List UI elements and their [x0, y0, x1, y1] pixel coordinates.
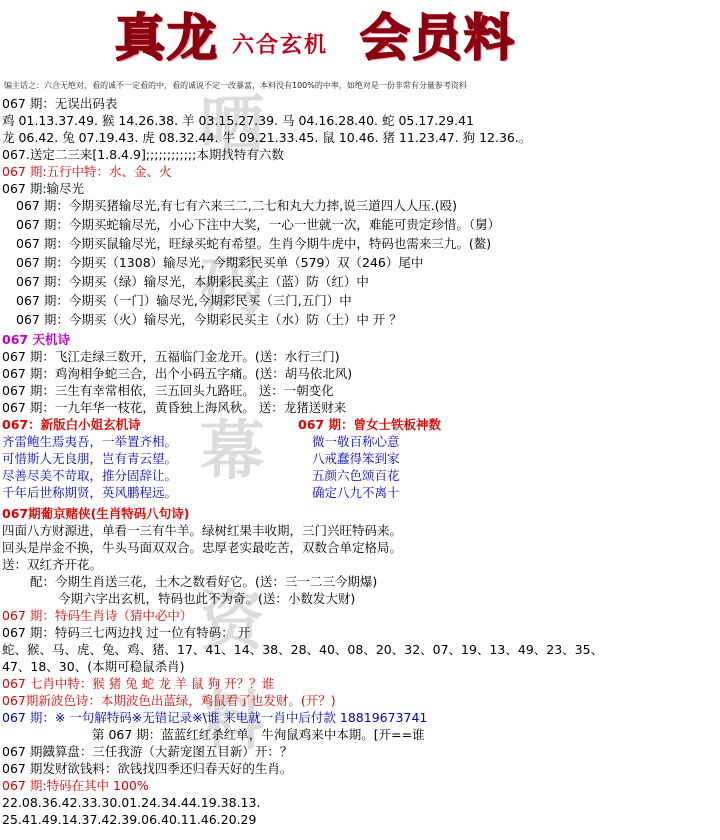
banner-title-middle: 六合玄机 — [232, 32, 329, 58]
line-zeng-2: 八戒蠢得笨到家 — [312, 451, 400, 466]
watermark-char: 幕 — [200, 414, 264, 489]
line-special-within-2: 25.41.49.14.37.42.39.06.40.11.46.20.29 — [2, 812, 257, 827]
line-issue-colors: 第 067 期：蓝蓝红红杀红单，牛洵鼠鸡来中本期。[开==谁 — [92, 727, 425, 742]
banner-title-right: 会员料 — [360, 8, 516, 67]
line-one-sentence: 067 期：※ 一句解特码※无错记录※\谁 来电就一肖中后付款 18819673741 — [2, 710, 428, 725]
line-lose-all-heading: 067 期:输尽光 — [2, 181, 85, 196]
line-special-within-1: 22.08.36.42.33.30.01.24.34.44.19.38.13. — [2, 795, 261, 810]
line-wave-color-poem: 067期新波色诗：本期波色出蓝绿，鸡鼠看了也发财。(开？) — [2, 693, 336, 708]
line-zeng-3: 五颜六色颂百花 — [312, 468, 400, 483]
line-zodiac-numbers-1: 鸡 01.13.37.49. 猴 14.26.38. 羊 03.15.27.39. 马 04.16.28.40. 蛇 05.17.29.41 — [2, 113, 474, 128]
line-xiaojie-poem-4: 千年后世称期贤，英风鹏程远。 — [2, 485, 178, 500]
line-seven-zodiac: 067 七肖中特：猴 猪 兔 蛇 龙 羊 鼠 狗 开？？谁 — [2, 676, 275, 691]
line-zeng-1: 微一敬百称心意 — [312, 434, 400, 449]
line-pairing-2: 今期六字出玄机，特码也此不为奇。(送：小数发大财) — [58, 591, 356, 606]
watermark-char: 料 — [200, 684, 264, 759]
line-send-numbers: 067.送定二三来[1.8.4.9];;;;;;;;;;;;本期找特有六数 — [2, 147, 284, 162]
line-numbers-1: 蛇、猴、马、虎、兔、鸡、猪、17、41、14、38、28、40、08、20、32、07、19、13、49、23、35、 — [2, 642, 604, 657]
line-heaven-poem-3: 067 期：三生有幸常相依，三五回头九路旺。 送：一朝变化 — [2, 383, 334, 398]
line-lose-all-6: 067 期：今期买（一门）输尽光,今期彩民买（三门,五门）中 — [16, 293, 352, 308]
line-xiaojie-poem-heading: 067：新版白小姐玄机诗 — [2, 417, 141, 432]
line-lose-all-3: 067 期：今期买鼠输尽光，旺绿买蛇有希望。生肖今期牛虎中，特码也需来三九。(鳌) — [16, 236, 492, 251]
watermark-char: 晒 — [200, 89, 264, 164]
line-zodiac-numbers-2: 龙 06.42. 兔 07.19.43. 虎 08.32.44. 牛 09.21.33.45. 鼠 10.46. 猪 11.23.47. 狗 12.36.。 — [2, 130, 532, 145]
line-lose-all-2: 067 期：今期买蛇输尽光，小心下注中大奖，一心一世就一次，难能可贵定珍惜。（舅） — [16, 217, 501, 232]
line-gambler-send: 送：双红齐开花。 — [2, 557, 103, 572]
line-iron-abacus: 067 期鐡算盘：三任我游（大薪宠图五目新）开：？ — [2, 744, 293, 759]
line-zeng-4: 确定八九不离十 — [312, 485, 400, 500]
line-fortune: 067 期发财欲钱料：欲钱找四季还归春天好的生肖。 — [2, 761, 293, 776]
disclaimer: 编主话之：六合无绝对，看的诚不一定看的中，看的诚说不定一改暴富，本料没有100%的中率，如绝对是一份非常有分量参考资料 — [4, 81, 467, 90]
line-five-elements: 067 期:五行中特：水、金、火 — [2, 164, 172, 179]
line-xiaojie-poem-3: 尽善尽美不苛取，推分固辞让。 — [2, 468, 178, 483]
line-gambler-poem-heading: 067期葡京赌侠(生肖特码八句诗) — [2, 506, 190, 521]
line-lose-all-7: 067 期：今期买（火）输尽光，今期彩民买主（水）防（土）中 开 ？ — [16, 312, 402, 327]
line-heaven-poem-2: 067 期：鸡洵相争蛇三合，出个小码五字痛。(送：胡马依北风) — [2, 366, 353, 381]
watermark-char: 码 — [200, 249, 264, 324]
line-lose-all-5: 067 期：今期买（绿）输尽光，本期彩民买主（蓝）防（红）中 — [16, 274, 369, 289]
banner — [0, 0, 720, 72]
line-zeng-heading: 067 期：曾女士铁板神数 — [298, 417, 441, 432]
line-lose-all-4: 067 期：今期买（1308）输尽光，今期彩民买单（579）双（246）尾中 — [16, 255, 424, 270]
banner-title-left: 真龙 — [115, 8, 219, 67]
line-no-error-table: 067 期：无误出码表 — [2, 96, 118, 111]
line-xiaojie-poem-2: 可惜斯人无良朋，岂有青云望。 — [2, 451, 178, 466]
line-special-code: 067 期：特码三七两边找 过一位有特码： 开 — [2, 625, 251, 640]
line-xiaojie-poem-1: 齐雷鲍生焉夷吾，一举置齐相。 — [2, 434, 178, 449]
watermark-char: 资 — [200, 584, 264, 659]
line-pairing-1: 配：今期生肖送三花，土木之数看好它。(送：三一二三今期爆) — [30, 574, 378, 589]
line-special-poem-heading: 067 期：特码生肖诗（猜中必中） — [2, 608, 193, 623]
line-special-within-heading: 067 期:特码在其中 100% — [2, 778, 149, 793]
line-numbers-2: 47、18、30、(本期可稳鼠杀肖) — [2, 659, 185, 674]
line-heaven-poem-1: 067 期：飞江走绿三数开，五福临门金龙开。(送：水行三门) — [2, 349, 340, 364]
line-gambler-poem-2: 回头是岸金不换，牛头马面双双合。忠厚老实最吃苦，双数合单定格局。 — [2, 540, 403, 555]
line-heaven-poem-heading: 067 天机诗 — [2, 332, 70, 347]
line-gambler-poem-1: 四面八方财源进，单看一三有牛羊。绿树红果丰收期，三门兴旺特码来。 — [2, 523, 403, 538]
line-lose-all-1: 067 期：今期买猪输尽光,有七有六来三二,二七和丸大力摔,说三道四人人压.(殴) — [16, 198, 457, 213]
line-heaven-poem-4: 067 期：一九年华一枝花，黄昏独上海风秋。 送：龙猪送财来 — [2, 400, 347, 415]
